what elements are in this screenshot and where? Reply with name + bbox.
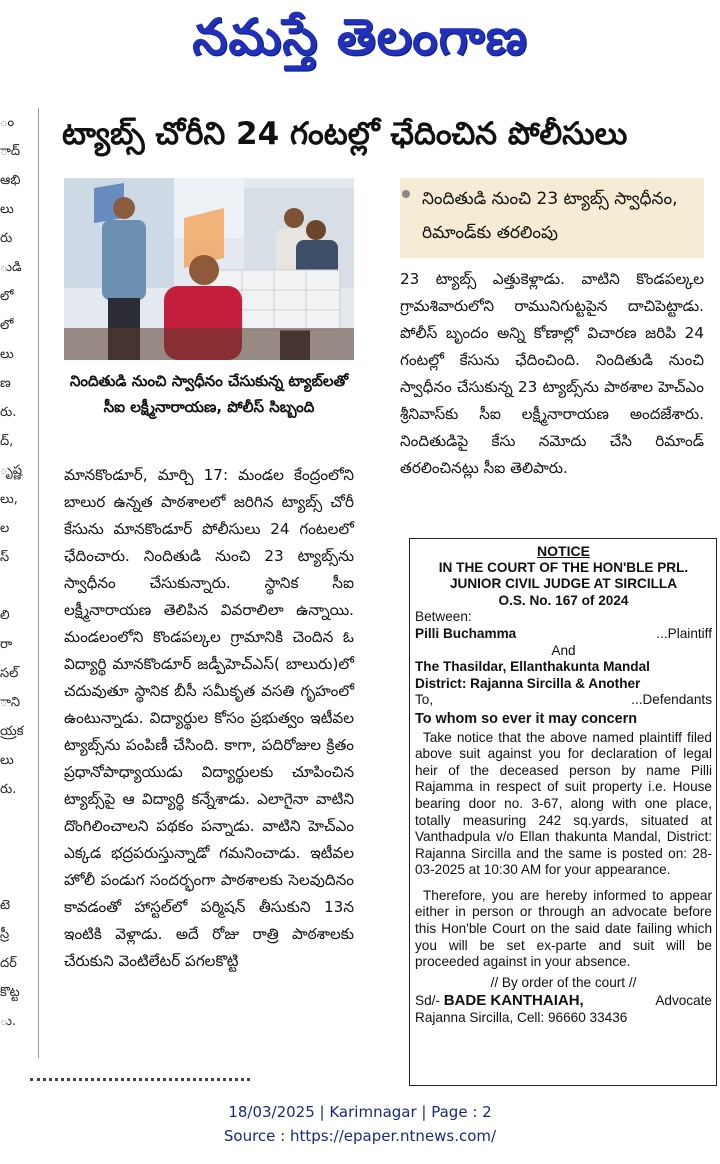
- left-column-fragment-line: సల్: [0, 666, 19, 681]
- left-column-fragment: [0, 108, 30, 1078]
- article-subhead: నిందితుడి నుంచి 23 ట్యాబ్స్ స్వాధీనం, రిమాండ్‌కు తరలింపు: [422, 189, 678, 243]
- legal-notice: [409, 538, 717, 1086]
- left-column-fragment-line: [0, 572, 30, 601]
- left-column-fragment-line: కొట్ట: [0, 985, 20, 1000]
- left-column-fragment-line: ం: [0, 115, 15, 130]
- photo-illustration: [64, 178, 354, 360]
- left-column-fragment-line: రు.: [0, 782, 17, 797]
- defendants-role: ...Defendants: [631, 692, 712, 708]
- signature-prefix: Sd/-: [415, 993, 440, 1009]
- left-column-fragment-line: లి: [0, 608, 10, 623]
- notice-court-line1: IN THE COURT OF THE HON'BLE PRL.: [438, 559, 689, 575]
- notice-to-row: [415, 692, 712, 709]
- left-column-fragment-line: లో: [0, 289, 14, 304]
- left-column-fragment-line: లు,: [0, 492, 18, 507]
- left-column-fragment-line: దర్: [0, 956, 17, 971]
- plaintiff-name: Pilli Buchamma: [415, 625, 517, 641]
- left-column-fragment-line: [0, 804, 30, 833]
- article-headline: ట్యాబ్స్ చోరీని 24 గంటల్లో ఛేదించిన పోలీసులు: [62, 116, 628, 152]
- bottom-clipped-line: [0, 1078, 270, 1088]
- left-column-fragment-line: ృష్ణ: [0, 463, 22, 478]
- left-column-fragment-line: లు: [0, 347, 14, 362]
- left-column-fragment-line: లు: [0, 202, 14, 217]
- notice-court-line2: JUNIOR CIVIL JUDGE AT SIRCILLA: [449, 576, 678, 592]
- notice-order: // By order of the court //: [490, 974, 637, 990]
- plaintiff-role: ...Plaintiff: [656, 625, 712, 641]
- notice-signature-row: [415, 993, 712, 1010]
- left-column-fragment-line: ఆభి: [0, 173, 21, 188]
- left-column-fragment-line: ణ: [0, 376, 11, 391]
- left-column-fragment-line: రా: [0, 637, 13, 652]
- left-column-fragment-line: రు: [0, 231, 13, 246]
- left-column-fragment-line: స్: [0, 550, 10, 565]
- notice-to: To,: [415, 692, 434, 708]
- article-body-right: [400, 266, 704, 482]
- article-body-paragraph: మానకొండూర్, మార్చి 17: మండల కేంద్రంలోని బాలుర ఉన్నత పాఠశాలలో జరిగిన ట్యాబ్స్ చోరీ కేసును మానకొండూర్ పోలీసులు 24 గంటలలో ఛేదించారు. నిందితుడి నుంచి 23 ట్యాబ్స్‌ను స్వాధీనం చేసుకున్నారు. స్థానిక సీఐ లక్ష్మీనారాయణ తెలిపిన వివరాలిలా ఉన్నాయి. మండలంలోని కొండపల్కల గ్రామానికి చెందిన ఓ విద్యార్థి మానకొండూర్ జడ్పీహెచ్ఎస్( బాలురు)లో చదువుతూ స్థానిక బీసీ సమీకృత వసతి గృహంలో ఉంటున్నాడు. విద్యార్థుల కోసం ప్రభుత్వం ఇటీవల ట్యాబ్స్‌ను పంపిణీ చేసింది. కాగా, పదిరోజుల క్రితం ప్రధానోపాధ్యాయుడు విద్యార్థులకు చూపించిన ట్యాబ్స్‌పై ఆ విద్యార్థి కన్నేశాడు. ఎలాగైనా వాటిని దొంగిలించాలని పథకం పన్నాడు. వాటిని హెచ్ఎం ఎక్కడ భద్రపరుస్తున్నాడో గమనించాడు. ఇటీవల హోలీ పండుగ సందర్భంగా పాఠశాలకు సెలవుదినం కావడంతో హాస్టల్‌లో పర్మిషన్ తీసుకుని 13న ఇంటికి వెళ్లాడు. అదే రోజు రాత్రి పాఠశాలకు చేరుకుని వెంటిలేటర్ పగలకొట్టి: [64, 466, 354, 970]
- left-column-fragment-line: ాని: [0, 695, 21, 710]
- left-column-fragment-line: [0, 833, 30, 862]
- advocate-name: BADE KANTHAIAH,: [443, 992, 584, 1010]
- left-column-fragment-line: స్రీ: [0, 927, 10, 942]
- left-column-fragment-line: ల: [0, 521, 10, 536]
- footer-source[interactable]: Source : https://epaper.ntnews.com/: [223, 1127, 497, 1145]
- left-column-fragment-line: లో: [0, 318, 14, 333]
- left-column-fragment-line: టె: [0, 898, 11, 913]
- footer-date-edition: 18/03/2025 | Karimnagar | Page : 2: [228, 1103, 492, 1121]
- left-column-fragment-line: ు.: [0, 1014, 17, 1029]
- defendant-line2: District: Rajanna Sircilla & Another: [415, 675, 641, 691]
- advocate-label: Advocate: [655, 993, 712, 1009]
- article-body-paragraph: 23 ట్యాబ్స్ ఎత్తుకెళ్లాడు. వాటిని కొండపల్కల గ్రామశివారులోని రామునిగుట్టపైన దాచిపెట్టాడు. పోలీస్ బృందం అన్ని కోణాల్లో విచారణ జరిపి 24 గంటల్లో కేసును ఛేదించింది. నిందితుడి నుంచి స్వాధీనం చేసుకున్న 23 ట్యాబ్స్‌ను పాఠశాల హెచ్ఎం శ్రీనివాస్‌కు సీఐ లక్ష్మీనారాయణ అందజేశారు. నిందితుడిపై కేసు నమోదు చేసి రిమాండ్ తరలించినట్లు సీఐ తెలిపారు.: [400, 270, 704, 477]
- notice-between: Between:: [415, 609, 472, 625]
- notice-title: NOTICE: [537, 543, 590, 559]
- notice-whom: To whom so ever it may concern: [415, 710, 638, 727]
- column-divider: [38, 108, 39, 1058]
- notice-plaintiff-row: [415, 626, 712, 643]
- left-column-fragment-line: రు.: [0, 405, 17, 420]
- subhead-box: [400, 178, 704, 258]
- defendant-line1: The Thasildar, Ellanthakunta Mandal: [415, 659, 650, 675]
- notice-os-number: O.S. No. 167 of 2024: [498, 592, 629, 608]
- left-column-fragment-line: ద్,: [0, 434, 14, 449]
- left-column-fragment-line: ుడి: [0, 260, 22, 275]
- bullet-icon: [402, 190, 410, 198]
- masthead: [0, 0, 720, 88]
- left-column-fragment-line: య్రక: [0, 724, 24, 739]
- notice-paragraph-2: Therefore, you are hereby informed to appear either in person or through an advocate before this Hon'ble Court on the said date failing which you will be set ex-parte and suit will be proceeded against in your absence.: [415, 887, 712, 970]
- left-column-fragment-line: లు: [0, 753, 14, 768]
- page-footer: [0, 1100, 720, 1148]
- notice-and: And: [551, 642, 576, 658]
- masthead-title: నమస్తే తెలంగాణ: [192, 8, 528, 66]
- advocate-contact: Rajanna Sircilla, Cell: 96660 33436: [415, 1010, 628, 1026]
- notice-paragraph-1: Take notice that the above named plaintiff filed above suit against you for declaration of legal heir of the deceased person by name Pilli Rajamma in respect of suit property i.e. House bearing door no. 3-67, along with one place, totally measuring 242 sq.yards, situated at Vanthadpula v/o Ellan thakunta Mandal, District: Rajanna Sircilla and the same is posted on: 28-03-2025 at 10:30 AM for your appearance.: [415, 729, 712, 878]
- article-body-left: [64, 462, 354, 975]
- left-column-fragment-line: [0, 862, 30, 891]
- photo-caption: నిందితుడి నుంచి స్వాధీనం చేసుకున్న ట్యాబ్‌లతో సీఐ లక్ష్మీనారాయణ, పోలీస్ సిబ్బంది: [69, 372, 349, 416]
- left-column-fragment-line: ాద్: [0, 144, 21, 159]
- article-photo: [64, 178, 354, 360]
